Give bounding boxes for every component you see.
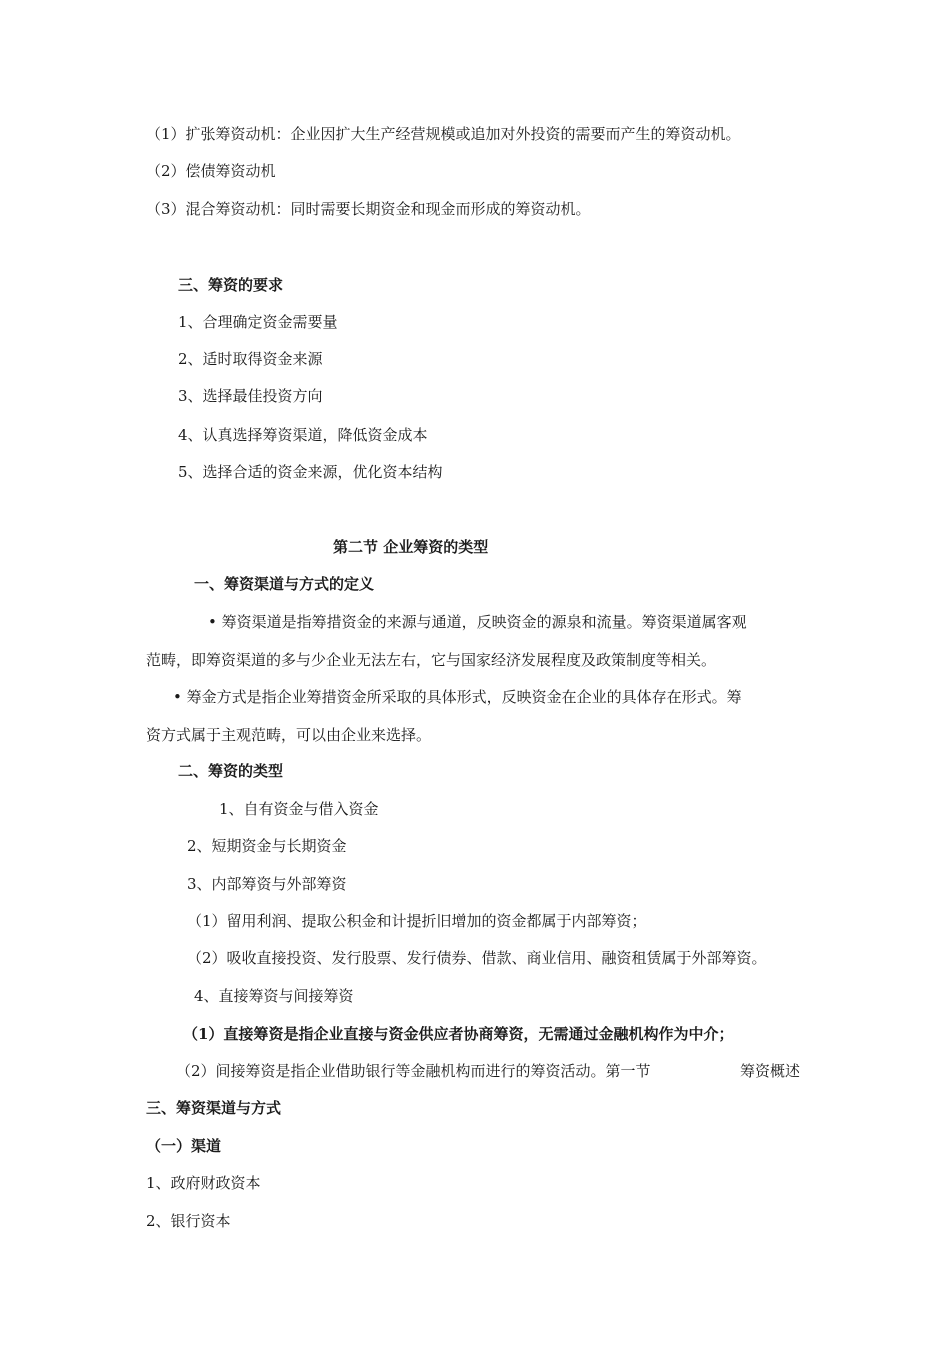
channel-item-2: 2、银行资本 — [146, 1212, 231, 1230]
requirement-item-4: 4、认真选择筹资渠道，降低资金成本 — [178, 426, 428, 444]
motive-debt-repayment: （2）偿债筹资动机 — [146, 162, 276, 180]
stray-section-heading: 筹资概述 — [740, 1062, 801, 1080]
type-item-3: 3、内部筹资与外部筹资 — [187, 875, 347, 893]
type-item-1: 1、自有资金与借入资金 — [219, 800, 379, 818]
motive-expansion: （1）扩张筹资动机：企业因扩大生产经营规模或追加对外投资的需要而产生的筹资动机。 — [146, 125, 741, 143]
type-item-4: 4、直接筹资与间接筹资 — [194, 987, 354, 1005]
definition-channel-line-1: • 筹资渠道是指筹措资金的来源与通道，反映资金的源泉和流量。筹资渠道属客观 — [208, 613, 747, 631]
type-item-2: 2、短期资金与长期资金 — [187, 837, 347, 855]
section-heading-types: 二、筹资的类型 — [178, 762, 284, 780]
motive-mixed: （3）混合筹资动机：同时需要长期资金和现金而形成的筹资动机。 — [146, 200, 591, 218]
channel-item-1: 1、政府财政资本 — [146, 1174, 261, 1192]
requirement-item-2: 2、适时取得资金来源 — [178, 350, 323, 368]
section-heading-definitions: 一、筹资渠道与方式的定义 — [194, 575, 375, 593]
chapter-section-title: 第二节 企业筹资的类型 — [333, 538, 489, 556]
definition-method-line-1: • 筹金方式是指企业筹措资金所采取的具体形式，反映资金在企业的具体存在形式。筹 — [173, 688, 742, 706]
requirement-item-5: 5、选择合适的资金来源，优化资本结构 — [178, 463, 443, 481]
type-item-4-sub-2: （2）间接筹资是指企业借助银行等金融机构而进行的筹资活动。第一节 — [176, 1062, 651, 1080]
type-item-4-sub-1: （1）直接筹资是指企业直接与资金供应者协商筹资，无需通过金融机构作为中介； — [183, 1025, 734, 1043]
section-heading-channels-methods: 三、筹资渠道与方式 — [146, 1099, 282, 1117]
definition-method-line-2: 资方式属于主观范畴，可以由企业来选择。 — [146, 726, 432, 744]
type-item-3-sub-2: （2）吸收直接投资、发行股票、发行债券、借款、商业信用、融资租赁属于外部筹资。 — [187, 949, 767, 967]
subsection-heading-channels: （一）渠道 — [146, 1137, 222, 1155]
section-heading-requirements: 三、筹资的要求 — [178, 276, 284, 294]
requirement-item-3: 3、选择最佳投资方向 — [178, 387, 323, 405]
type-item-3-sub-1: （1）留用利润、提取公积金和计提折旧增加的资金都属于内部筹资； — [187, 912, 647, 930]
requirement-item-1: 1、合理确定资金需要量 — [178, 313, 338, 331]
definition-channel-line-2: 范畴，即筹资渠道的多与少企业无法左右，它与国家经济发展程度及政策制度等相关。 — [146, 651, 717, 669]
